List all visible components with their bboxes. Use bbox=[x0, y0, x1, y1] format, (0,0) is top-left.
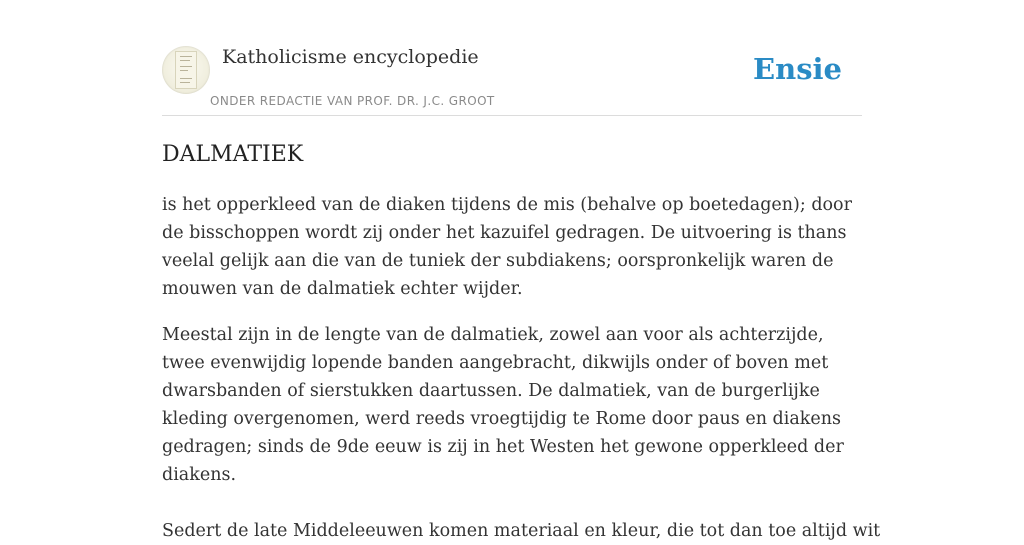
article bbox=[162, 138, 881, 545]
editor-subtitle: ONDER REDACTIE VAN PROF. DR. J.C. GROOT bbox=[210, 94, 495, 108]
header bbox=[162, 40, 862, 116]
article-paragraph-2: Meestal zijn in de lengte van de dalmatiek, zowel aan voor als achterzijde, twee evenwijdig lopende banden aangebracht, dikwijls onder of boven met dwarsbanden of sierstukken daartussen. De dalmatiek, van de burgerlijke kleding overgenomen, werd reeds vroegtijdig te Rome door paus en diakens gedragen; sinds de 9de eeuw is zij in het Westen het gewone opperkleed der diakens. bbox=[162, 325, 844, 485]
article-paragraph-1: is het opperkleed van de diaken tijdens de mis (behalve op boetedagen); door de bisschoppen wordt zij onder het kazuifel gedragen. De uitvoering is thans veelal gelijk aan die van de tuniek der subdiakens; oorspronkelijk waren de mouwen van de dalmatiek echter wijder. bbox=[162, 195, 852, 299]
article-title: DALMATIEK bbox=[162, 142, 304, 167]
brand-logo[interactable]: Ensie bbox=[753, 52, 842, 86]
book-cover-icon[interactable] bbox=[162, 46, 210, 94]
book-cover-shape bbox=[175, 51, 197, 89]
site-title[interactable]: Katholicisme encyclopedie bbox=[222, 46, 479, 68]
article-paragraph-3: Sedert de late Middeleeuwen komen materiaal en kleur, die tot dan toe altijd wit bbox=[162, 521, 881, 541]
